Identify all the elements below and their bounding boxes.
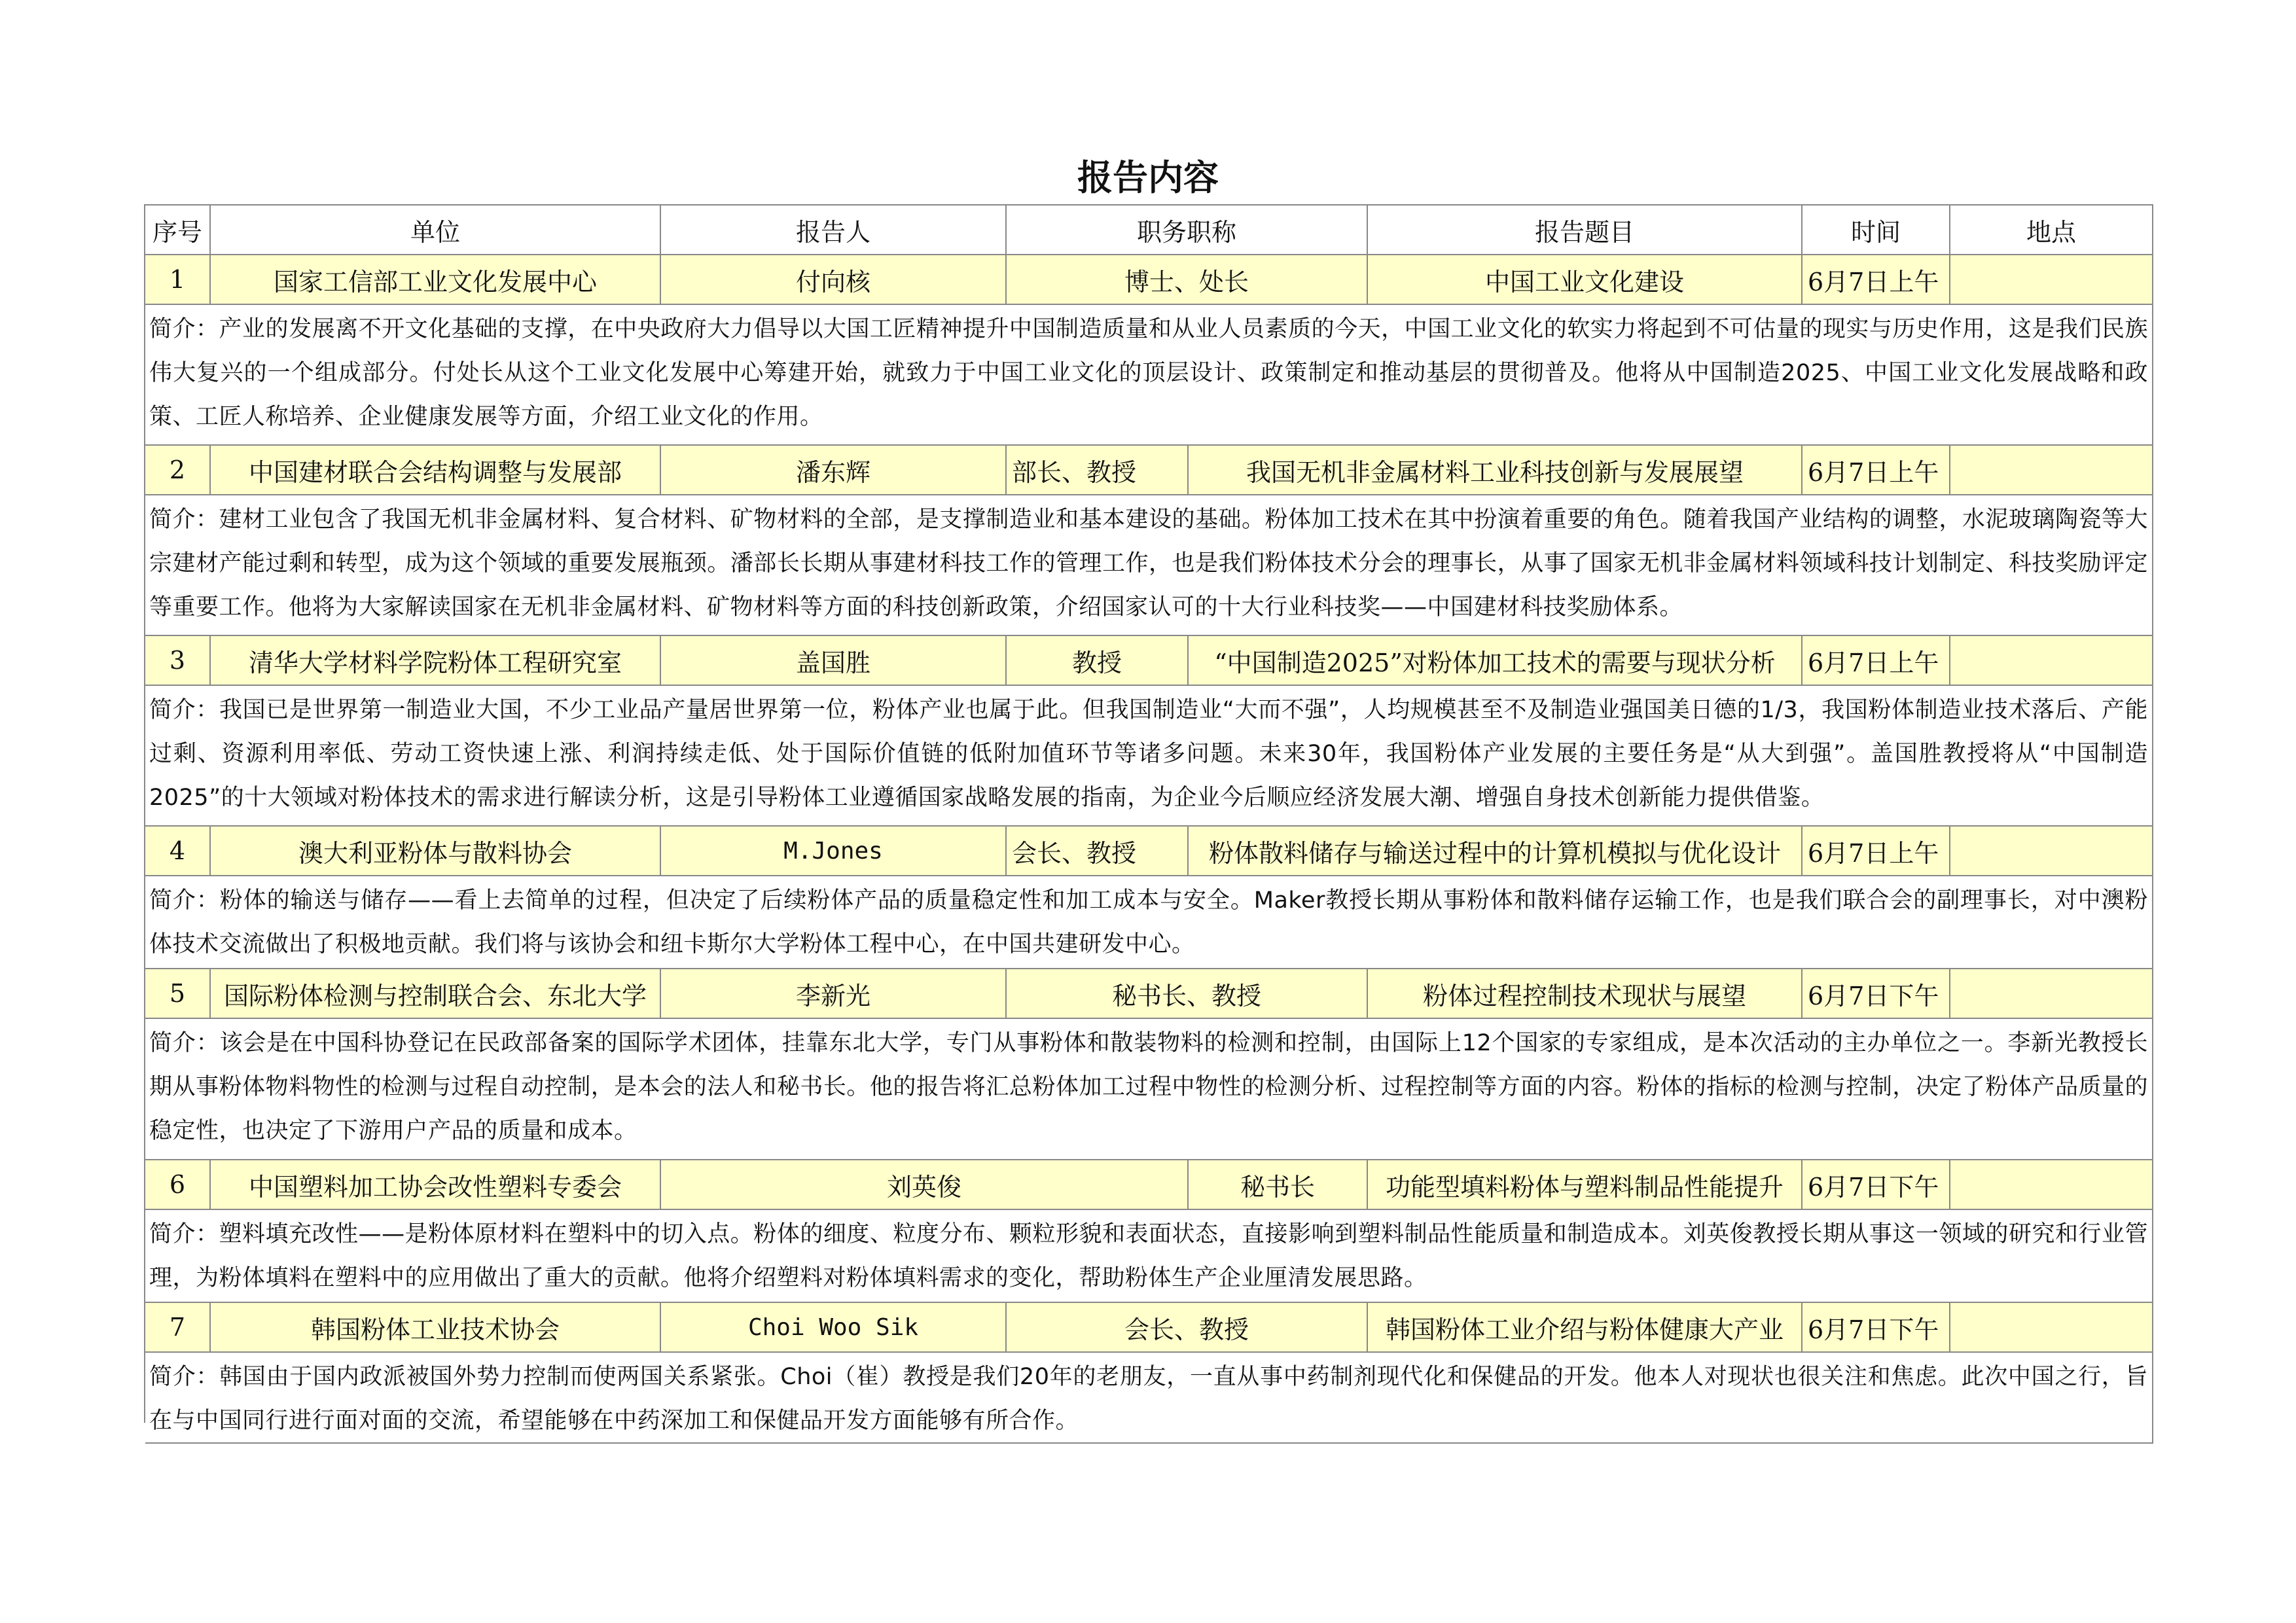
row-time: 6月7日上午: [1803, 446, 1950, 495]
row-unit: 国家工信部工业文化发展中心: [211, 255, 661, 305]
row-unit: 韩国粉体工业技术协会: [211, 1303, 661, 1353]
row-speaker: Choi Woo Sik: [661, 1303, 1007, 1353]
row-position: 博士、处长: [1007, 255, 1368, 305]
row-seq: 7: [145, 1303, 211, 1353]
row-topic: 粉体散料储存与输送过程中的计算机模拟与优化设计: [1189, 827, 1803, 876]
row-topic: 我国无机非金属材料工业科技创新与发展展望: [1189, 446, 1803, 495]
row-topic: 韩国粉体工业介绍与粉体健康大产业: [1368, 1303, 1803, 1353]
row-position: 会长、教授: [1007, 1303, 1368, 1353]
row-position: 教授: [1007, 636, 1189, 686]
row-time: 6月7日下午: [1803, 969, 1950, 1019]
row-place: [1950, 255, 2153, 305]
row-unit: 澳大利亚粉体与散料协会: [211, 827, 661, 876]
row-position: 秘书长、教授: [1007, 969, 1368, 1019]
row-intro: 简介：粉体的输送与储存——看上去简单的过程，但决定了后续粉体产品的质量稳定性和加工成本与安全。Maker教授长期从事粉体和散料储存运输工作，也是我们联合会的副理事长，对中澳粉体技术交流做出了积极地贡献。我们将与该协会和纽卡斯尔大学粉体工程中心，在中国共建研发中心。: [145, 876, 2153, 969]
row-intro: 简介：产业的发展离不开文化基础的支撑，在中央政府大力倡导以大国工匠精神提升中国制造质量和从业人员素质的今天，中国工业文化的软实力将起到不可估量的现实与历史作用，这是我们民族伟大复兴的一个组成部分。付处长从这个工业文化发展中心筹建开始，就致力于中国工业文化的顶层设计、政策制定和推动基层的贯彻普及。他将从中国制造2025、中国工业文化发展战略和政策、工匠人称培养、企业健康发展等方面，介绍工业文化的作用。: [145, 305, 2153, 446]
row-time: 6月7日上午: [1803, 827, 1950, 876]
row-position: 会长、教授: [1007, 827, 1189, 876]
row-topic: 粉体过程控制技术现状与展望: [1368, 969, 1803, 1019]
header-position: 职务职称: [1007, 205, 1368, 255]
row-unit: 中国建材联合会结构调整与发展部: [211, 446, 661, 495]
row-unit: 中国塑料加工协会改性塑料专委会: [211, 1160, 661, 1210]
row-time: 6月7日上午: [1803, 636, 1950, 686]
row-speaker: 刘英俊: [661, 1160, 1189, 1210]
row-speaker: M.Jones: [661, 827, 1007, 876]
header-unit: 单位: [211, 205, 661, 255]
row-speaker: 李新光: [661, 969, 1007, 1019]
row-seq: 2: [145, 446, 211, 495]
row-seq: 1: [145, 255, 211, 305]
row-intro: 简介：韩国由于国内政派被国外势力控制而使两国关系紧张。Choi（崔）教授是我们20年的老朋友，一直从事中药制剂现代化和保健品的开发。他本人对现状也很关注和焦虑。此次中国之行，旨在与中国同行进行面对面的交流，希望能够在中药深加工和保健品开发方面能够有所合作。: [145, 1353, 2153, 1444]
header-topic: 报告题目: [1368, 205, 1803, 255]
row-position: 秘书长: [1189, 1160, 1368, 1210]
row-topic: “中国制造2025”对粉体加工技术的需要与现状分析: [1189, 636, 1803, 686]
row-topic: 中国工业文化建设: [1368, 255, 1803, 305]
row-seq: 4: [145, 827, 211, 876]
row-place: [1950, 1303, 2153, 1353]
row-place: [1950, 827, 2153, 876]
row-seq: 3: [145, 636, 211, 686]
report-title: 报告内容: [1077, 157, 1219, 198]
row-intro: 简介：塑料填充改性——是粉体原材料在塑料中的切入点。粉体的细度、粒度分布、颗粒形貌和表面状态，直接影响到塑料制品性能质量和制造成本。刘英俊教授长期从事这一领域的研究和行业管理，为粉体填料在塑料中的应用做出了重大的贡献。他将介绍塑料对粉体填料需求的变化，帮助粉体生产企业厘清发展思路。: [145, 1210, 2153, 1303]
header-time: 时间: [1803, 205, 1950, 255]
report-table: [144, 204, 2153, 1434]
row-intro: 简介：该会是在中国科协登记在民政部备案的国际学术团体，挂靠东北大学，专门从事粉体和散装物料的检测和控制，由国际上12个国家的专家组成，是本次活动的主办单位之一。李新光教授长期从事粉体物料物性的检测与过程自动控制，是本会的法人和秘书长。他的报告将汇总粉体加工过程中物性的检测分析、过程控制等方面的内容。粉体的指标的检测与控制，决定了粉体产品质量的稳定性，也决定了下游用户产品的质量和成本。: [145, 1019, 2153, 1160]
row-time: 6月7日下午: [1803, 1160, 1950, 1210]
row-topic: 功能型填料粉体与塑料制品性能提升: [1368, 1160, 1803, 1210]
header-seq: 序号: [145, 205, 211, 255]
header-place: 地点: [1950, 205, 2153, 255]
row-place: [1950, 1160, 2153, 1210]
row-speaker: 付向核: [661, 255, 1007, 305]
row-time: 6月7日下午: [1803, 1303, 1950, 1353]
header-speaker: 报告人: [661, 205, 1007, 255]
row-seq: 6: [145, 1160, 211, 1210]
row-seq: 5: [145, 969, 211, 1019]
row-unit: 国际粉体检测与控制联合会、东北大学: [211, 969, 661, 1019]
row-intro: 简介：我国已是世界第一制造业大国，不少工业品产量居世界第一位，粉体产业也属于此。但我国制造业“大而不强”，人均规模甚至不及制造业强国美日德的1/3，我国粉体制造业技术落后、产能过剩、资源利用率低、劳动工资快速上涨、利润持续走低、处于国际价值链的低附加值环节等诸多问题。未来30年，我国粉体产业发展的主要任务是“从大到强”。盖国胜教授将从“中国制造2025”的十大领域对粉体技术的需求进行解读分析，这是引导粉体工业遵循国家战略发展的指南，为企业今后顺应经济发展大潮、增强自身技术创新能力提供借鉴。: [145, 686, 2153, 827]
row-intro: 简介：建材工业包含了我国无机非金属材料、复合材料、矿物材料的全部，是支撑制造业和基本建设的基础。粉体加工技术在其中扮演着重要的角色。随着我国产业结构的调整，水泥玻璃陶瓷等大宗建材产能过剩和转型，成为这个领域的重要发展瓶颈。潘部长长期从事建材科技工作的管理工作，也是我们粉体技术分会的理事长，从事了国家无机非金属材料领域科技计划制定、科技奖励评定等重要工作。他将为大家解读国家在无机非金属材料、矿物材料等方面的科技创新政策，介绍国家认可的十大行业科技奖——中国建材科技奖励体系。: [145, 495, 2153, 636]
row-speaker: 潘东辉: [661, 446, 1007, 495]
row-time: 6月7日上午: [1803, 255, 1950, 305]
row-speaker: 盖国胜: [661, 636, 1007, 686]
row-place: [1950, 446, 2153, 495]
row-position: 部长、教授: [1007, 446, 1189, 495]
row-unit: 清华大学材料学院粉体工程研究室: [211, 636, 661, 686]
row-place: [1950, 636, 2153, 686]
row-place: [1950, 969, 2153, 1019]
